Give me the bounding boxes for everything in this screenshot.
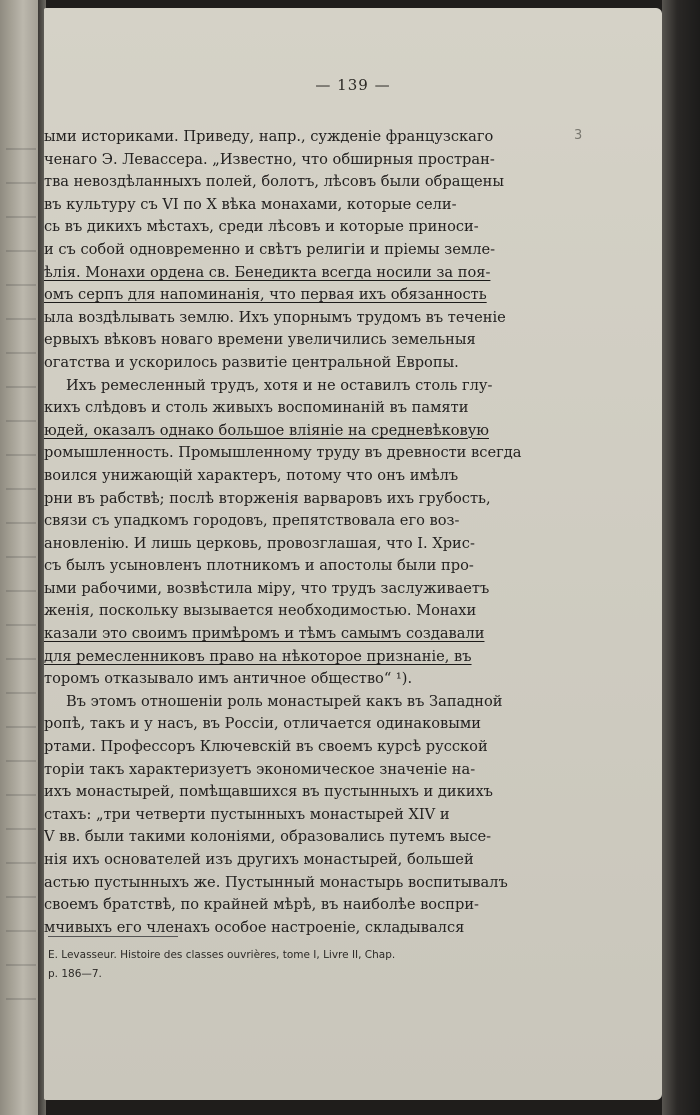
text-line: нiя ихъ основателей изъ другихъ монастырей, большей: [44, 851, 474, 868]
text-line: и съ собой одновременно и свѣтъ религiи и прiемы земле-: [44, 240, 496, 258]
text-line: связи съ упадкомъ городовъ, препятствовала его воз-: [44, 512, 460, 530]
text-line: съ былъ усыновленъ плотникомъ и апостолы были про-: [44, 557, 474, 575]
book-right-edge: [662, 0, 700, 1115]
left-page-edge: [0, 0, 42, 1115]
text-line: ыми историками. Приведу, напр., сужденiе французскаго: [44, 128, 494, 145]
paragraph-start-line: Въ этомъ отношенiи роль монастырей какъ въ Западной: [66, 692, 503, 710]
text-line: тва невоздѣланныхъ полей, болотъ, лѣсовъ были обращены: [44, 173, 504, 191]
text-line: ропѣ, такъ и у насъ, въ Россiи, отличается одинаковыми: [44, 715, 481, 733]
footnote-line: p. 186—7.: [48, 968, 102, 980]
text-line: воился унижающiй характеръ, потому что онъ имѣлъ: [44, 466, 459, 484]
text-line: сь въ дикихъ мѣстахъ, среди лѣсовъ и которые приноси-: [44, 218, 479, 236]
text-line: мчивыхъ его членахъ особое настроенiе, складывался: [44, 918, 465, 936]
text-line: ыла воздѣлывать землю. Ихъ упорнымъ трудомъ въ теченiе: [44, 308, 506, 326]
text-line: женiя, поскольку вызывается необходимостью. Монахи: [44, 602, 477, 620]
text-line: въ культуру съ VI по X вѣка монахами, которые сели-: [44, 195, 457, 213]
text-line: своемъ братствѣ, по крайней мѣрѣ, въ наиболѣе воспри-: [44, 896, 479, 914]
text-line: ченаго Э. Левассера. „Известно, что обширныя простран-: [44, 150, 495, 168]
text-line: торомъ отказывало имъ античное общество“ ¹).: [44, 670, 413, 688]
footnote-line: E. Levasseur. Histoire des classes ouvrières, tome I, Livre II, Chap.: [48, 949, 396, 961]
text-line-underlined: юдей, оказалъ однако большое влiянiе на средневѣковую: [44, 421, 489, 439]
text-line: ртами. Профессоръ Ключевскiй въ своемъ курсѣ русской: [44, 738, 488, 756]
text-line: кихъ слѣдовъ и столь живыхъ воспоминанiй въ памяти: [44, 399, 469, 417]
text-line-underlined: для ремесленниковъ право на нѣкоторое признанiе, въ: [44, 647, 472, 665]
pencil-margin-note: 3: [574, 128, 583, 143]
text-line: V вв. были такими колонiями, образовались путемъ высе-: [44, 828, 492, 846]
text-line: ыми рабочими, возвѣстила мiру, что трудъ заслуживаетъ: [44, 579, 490, 597]
text-line: рни въ рабствѣ; послѣ вторженiя варваровъ ихъ грубость,: [44, 489, 491, 507]
book-page: [44, 8, 662, 1100]
text-line: торiи такъ характеризуетъ экономическое значенiе на-: [44, 760, 476, 778]
footnote: [48, 946, 648, 984]
text-line-underlined: омъ серпъ для напоминанiя, что первая ихъ обязанность: [44, 286, 487, 304]
text-line: ихъ монастырей, помѣщавшихся въ пустынныхъ и дикихъ: [44, 783, 493, 801]
footnote-divider: [48, 936, 178, 937]
text-line: огатства и ускорилось развитiе центральной Европы.: [44, 353, 459, 371]
text-line-underlined: ѣлiя. Монахи ордена св. Бенедикта всегда носили за поя-: [44, 263, 491, 281]
paragraph-start-line: Ихъ ремесленный трудъ, хотя и не оставилъ столь глу-: [66, 376, 493, 394]
text-line: стахъ: „три четверти пустынныхъ монастырей XIV и: [44, 805, 450, 823]
text-line-underlined: казали это своимъ примѣромъ и тѣмъ самымъ создавали: [44, 625, 485, 643]
left-page-text-fragments: [6, 120, 36, 1020]
text-line: ромышленность. Промышленному труду въ древности всегда: [44, 444, 522, 462]
page-body-text: [44, 126, 644, 939]
text-line: астью пустынныхъ же. Пустынный монастырь воспитывалъ: [44, 873, 508, 891]
page-number: — 139 —: [315, 76, 391, 94]
text-line: ановленiю. И лишь церковь, провозглашая, что I. Хрис-: [44, 534, 475, 552]
text-line: ервыхъ вѣковъ новаго времени увеличились земельныя: [44, 331, 476, 349]
